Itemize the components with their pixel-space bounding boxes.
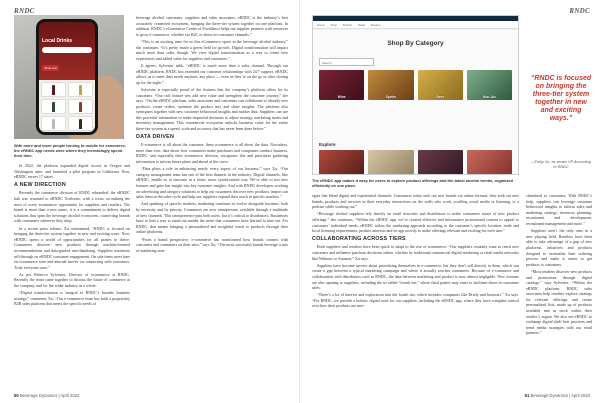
app-title: Local Drinks <box>42 38 73 44</box>
store-nav-item: Explore <box>371 22 381 27</box>
category-label: Wine <box>337 95 346 99</box>
category-label: Non-Alc <box>482 95 496 99</box>
pull-quote-attribution: – Emily Xu, as senior VP According to RNDC <box>531 160 591 169</box>
body-paragraph: chandised to customers. With RNDC’s help, suppliers can leverage customer behavioral insights to inform sales and marketing strategy, inventory planning, recruitment and development, recruitment management and more.” <box>526 193 592 226</box>
category-tile-non-alc <box>467 70 512 100</box>
body-paragraph: Suppliers aren’t the only ones in a new playing field. Retailers have been able to take advantage of a gap of new platforms, initiatives and products designed to streamline their ordering process and make it easier to get products to customers. <box>526 228 592 267</box>
body-paragraph: “Most retailers discover new products and promotions through digital catalogs,” says Sylvester. “Within the eRNDC platform, RNDC sales associates help retailers explore catalogs for relevant offerings and create personalized lists, made up of products available and in stock within their retailer’s region. We also see eRNDC to exchange digital shelf best practices and trend media strategies with our retail partners.” <box>526 268 592 336</box>
app-product-row <box>41 99 93 114</box>
body-paragraph: Sylvester is especially proud of the features that the company’s platform offers for its customers. “Our rich feature sets add new value and strengthen the customer journey,” she says. “On the eRNDC platform, sales associates and customers can collaborate to identify new products, create orders, optimize the product mix and share insights. The platform also synergizes together with new customer behavioral insights and market data. Suppliers can use this powerful information to make impactful decisions to adjust strategy, marketing assets and inventory management. This commercial ecosystem unlocks business value for the entire three-tier system at a speed, scale and accuracy that has never been done before.” <box>136 86 288 132</box>
app-product-card <box>68 116 93 131</box>
issue-date: April 2023 <box>60 393 80 398</box>
store-screenshot <box>312 15 519 175</box>
page-number: 51 <box>524 393 530 398</box>
body-paragraph: Recently the commerce division of RNDC rebranded, the eRNDC hub was renamed to eRNDC Xcelerate, with a focus on making the most of every ecommerce opportunity for suppliers and retailers. The brand is more than a new name, it is a commitment to deliver digital solutions that span the beverage alcohol ecosystem, connecting brands with consumers wherever they shop. <box>14 190 130 224</box>
phone <box>36 19 98 135</box>
body-paragraph: In 2022, the platform expanded digital access in Oregon and Washington state, and launched a pilot program in California. Now, eRNDC serves 17 states. <box>14 163 130 180</box>
category-tile-wine <box>319 70 364 100</box>
store-heading: Shop By Category <box>387 40 444 47</box>
body-paragraph: “There’s a lot of interest and exploration into the fourth tier, which includes companies like Drizly and Instacart,” Xu says. “For RNDC, we provide a holistic digital suite for our suppliers, including the eRNDC app, where they have complete control over how their products are mer- <box>312 292 519 309</box>
body-paragraph: “Data plays a role in enhancing nearly every aspect of our business,” says Xu. “Our category management team has one of the best datasets in the industry. Digital channels, like eRNDC, enable us to innovate in a faster, more synchronized way. We’re able to test new features and gain fast insight into key customer insights. And with RNDC developers working on advertising and category solutions to help our customers discover new products, import our sales team in the sales cycle and help our suppliers expand their reach in specific markets.” <box>136 166 288 200</box>
category-tile-spirits <box>368 70 413 100</box>
left-column-2 <box>136 15 288 391</box>
page-number: 50 <box>14 393 19 398</box>
photo-caption: With more and more people turning to mobile for commerce, the eRNDC app needs were where they increasingly spend their time. <box>14 143 126 159</box>
folio-left: 50 Beverage Dynamics | April 2023 <box>14 393 80 398</box>
app-search-bar <box>42 47 92 53</box>
app-screen <box>39 22 95 132</box>
body-paragraph: egies that blend digital and experiential channels. Consumers today seek out new brands via online formats, they seek out new brands, products and services in their everyday interactions on the walls who work, scrolling social media or listening, to a podcast while working out.” <box>312 193 519 210</box>
body-paragraph: It agrees, Sylvester adds. “eRNDC is much more than a sales channel. Through our eRNDC platform, RNDC has extended our customer relationships with 24/7 support. eRNDC allows us to meet their needs anytime, any place — even as they’re on the go or after closing up for the night.” <box>136 62 288 85</box>
explore-heading: Explore <box>319 142 336 147</box>
store-nav-item: Brands <box>343 22 352 27</box>
app-product-card <box>68 99 93 114</box>
rndc-logo: RNDC <box>14 7 35 15</box>
body-paragraph: “Digital transformation is integral to RNDC’s broader business strategy,” comments Xu. “Our e-commerce team has built a proprietary B2B sales platform that meets the specific needs of <box>14 290 130 307</box>
category-grid <box>319 70 512 100</box>
body-paragraph: And speaking of specific markets, marketing continues to evolve alongside business, both by necessity and by priority. Consumers are now omnipresent, available through a multitude of new channels. This omnipresence puts both users, but it’s critical to distributors. Businesses have to find a way to stand out amidst the noise that consumers have learned to tune out. For RNDC, that means bringing a personalized and insightful touch to products through their online platforms. <box>136 201 288 235</box>
issue-date: April 2023 <box>571 393 590 398</box>
store-nav-item: Shop <box>330 22 338 27</box>
phone-photo <box>14 15 124 139</box>
store-nav <box>313 21 518 29</box>
section-heading: A NEW DIRECTION <box>14 181 66 188</box>
app-product-row <box>41 82 93 97</box>
body-paragraph: “This is an exciting time for us this eCommerce space in the beverage alcohol industry,” she continues. “It’s pretty much a green field for growth. Digital transformation will impact much more than sales, though. We view digital transformation as a way to create new experiences and added value for suppliers and customers.” <box>136 38 288 61</box>
publication-name: Beverage Dynamics <box>530 393 568 398</box>
left-column-1 <box>14 163 130 391</box>
app-product-card <box>41 82 66 97</box>
body-paragraph: beverage alcohol customers, suppliers and sales associates. eRNDC is the industry’s first accurately connected ecosystem, bringing the three-tier system together on one platform. In addition, RNDC’s eCommerce Center of Excellence helps our supplier partners with resources to grow e-commerce, whether via B2C or direct-to-consumer channels.” <box>136 15 288 37</box>
explore-tile <box>368 150 413 175</box>
section-heading: COLLABORATING ACROSS TIERS <box>312 235 406 242</box>
body-paragraph: “From a brand perspective, e-commerce has transformed how brands connect with customers and consumers on their sites,” says Xu. “The most successful brands leverage a mix of marketing strat- <box>136 236 288 253</box>
body-paragraph: “Beverage alcohol suppliers rely heavily on retail networks and distributors to make consumers aware of new product offerings,” she continues. “Within the eRNDC app, we’ve created effective and informative promotional content to appeal to customers’ individual needs. eRNDC tailors the marketing approach according to the customer’s specific location, trade and local licensing requirements, product interests and its app activity to make offerings relevant and exciting for each user.” <box>312 211 519 234</box>
app-product-list <box>39 80 95 132</box>
app-product-card <box>68 82 93 97</box>
folio-right: 51 Beverage Dynamics | April 2023 <box>524 393 590 398</box>
app-product-card <box>41 99 66 114</box>
app-product-card <box>41 116 66 131</box>
app-hero <box>39 22 95 80</box>
explore-grid <box>319 150 512 175</box>
category-tile-beer <box>418 70 463 100</box>
category-label: Beer <box>436 95 444 99</box>
explore-tile <box>319 150 364 175</box>
store-nav-item: Home <box>317 22 325 27</box>
body-paragraph: In a recent press release, Xu commented, “RNDC is focused on bringing the three-tier system together in new and exciting ways. Now, eRNDC opens a world of opportunities for all parties to thrive. Consumers discover new products through machine-learned recommendations and data-guided merchandising. Suppliers maximize sell-through on eRNDC consumer engagement. On sale items meet time on ecommerce sites and internal moves via connecting with customers. Truly everyone wins.” <box>14 225 130 270</box>
body-paragraph: As per Rebecca Sylvester, Director of ecommerce at RNDC. Recently the team came together to discuss the future of commerce at the company, and for the wider industry as a whole. <box>14 271 130 289</box>
app-shop-button: Shop now <box>42 65 59 71</box>
body-paragraph: Both suppliers and retailers have been quick to adapt to the rise of ecommerce. “Our suppliers certainly want to reach new customers and influence purchase decisions online, whether by traditional commercial digital marketing or retail media networks like Walmart or Amazon,” Xu says. <box>312 244 519 261</box>
body-paragraph: Suppliers have become savvier about prioritizing themselves in e-commerce, but they don’t sell directly to them, which can create a gap between a typical marketing campaign and where it actually reaches consumers. Because of e-commerce and collaboration with distributors such as RNDC, the data between marketing and product is now almost negligible. New avenues are also opening to suppliers, including the so-called “fourth tier,” where third parties may enter to facilitate direct-to-consumer sales. <box>312 262 519 291</box>
explore-tile <box>418 150 463 175</box>
rndc-logo: RNDC <box>569 7 590 15</box>
store-search-field: Search <box>319 58 374 66</box>
category-label: Spirits <box>385 95 397 99</box>
store-body <box>313 30 518 174</box>
pull-quote: “RNDC is focused on bringing the three-tier system together in new and exciting ways.” <box>530 75 592 122</box>
screenshot-caption: The eRNDC app makes it easy for users to explore product offerings and the latest alcohol trends, organized efficiently on one place. <box>312 178 513 189</box>
right-column-2 <box>526 193 592 391</box>
section-heading: DATA DRIVEN <box>136 133 175 140</box>
right-page <box>300 0 600 403</box>
right-column-1 <box>312 193 519 391</box>
publication-name: Beverage Dynamics <box>19 393 58 398</box>
app-product-row <box>41 116 93 131</box>
body-paragraph: E-commerce is all about the customer, these ecommerce is all about the data. Nowadays, more than ever, data about how consumers make purchases and companies conduct business. RNDC, and especially their ecommerce division, recognizes this and prioritizes gathering information to inform future plans and ahead of the curve. <box>136 142 288 165</box>
explore-tile <box>467 150 512 175</box>
store-nav-item: Deals <box>357 22 366 27</box>
